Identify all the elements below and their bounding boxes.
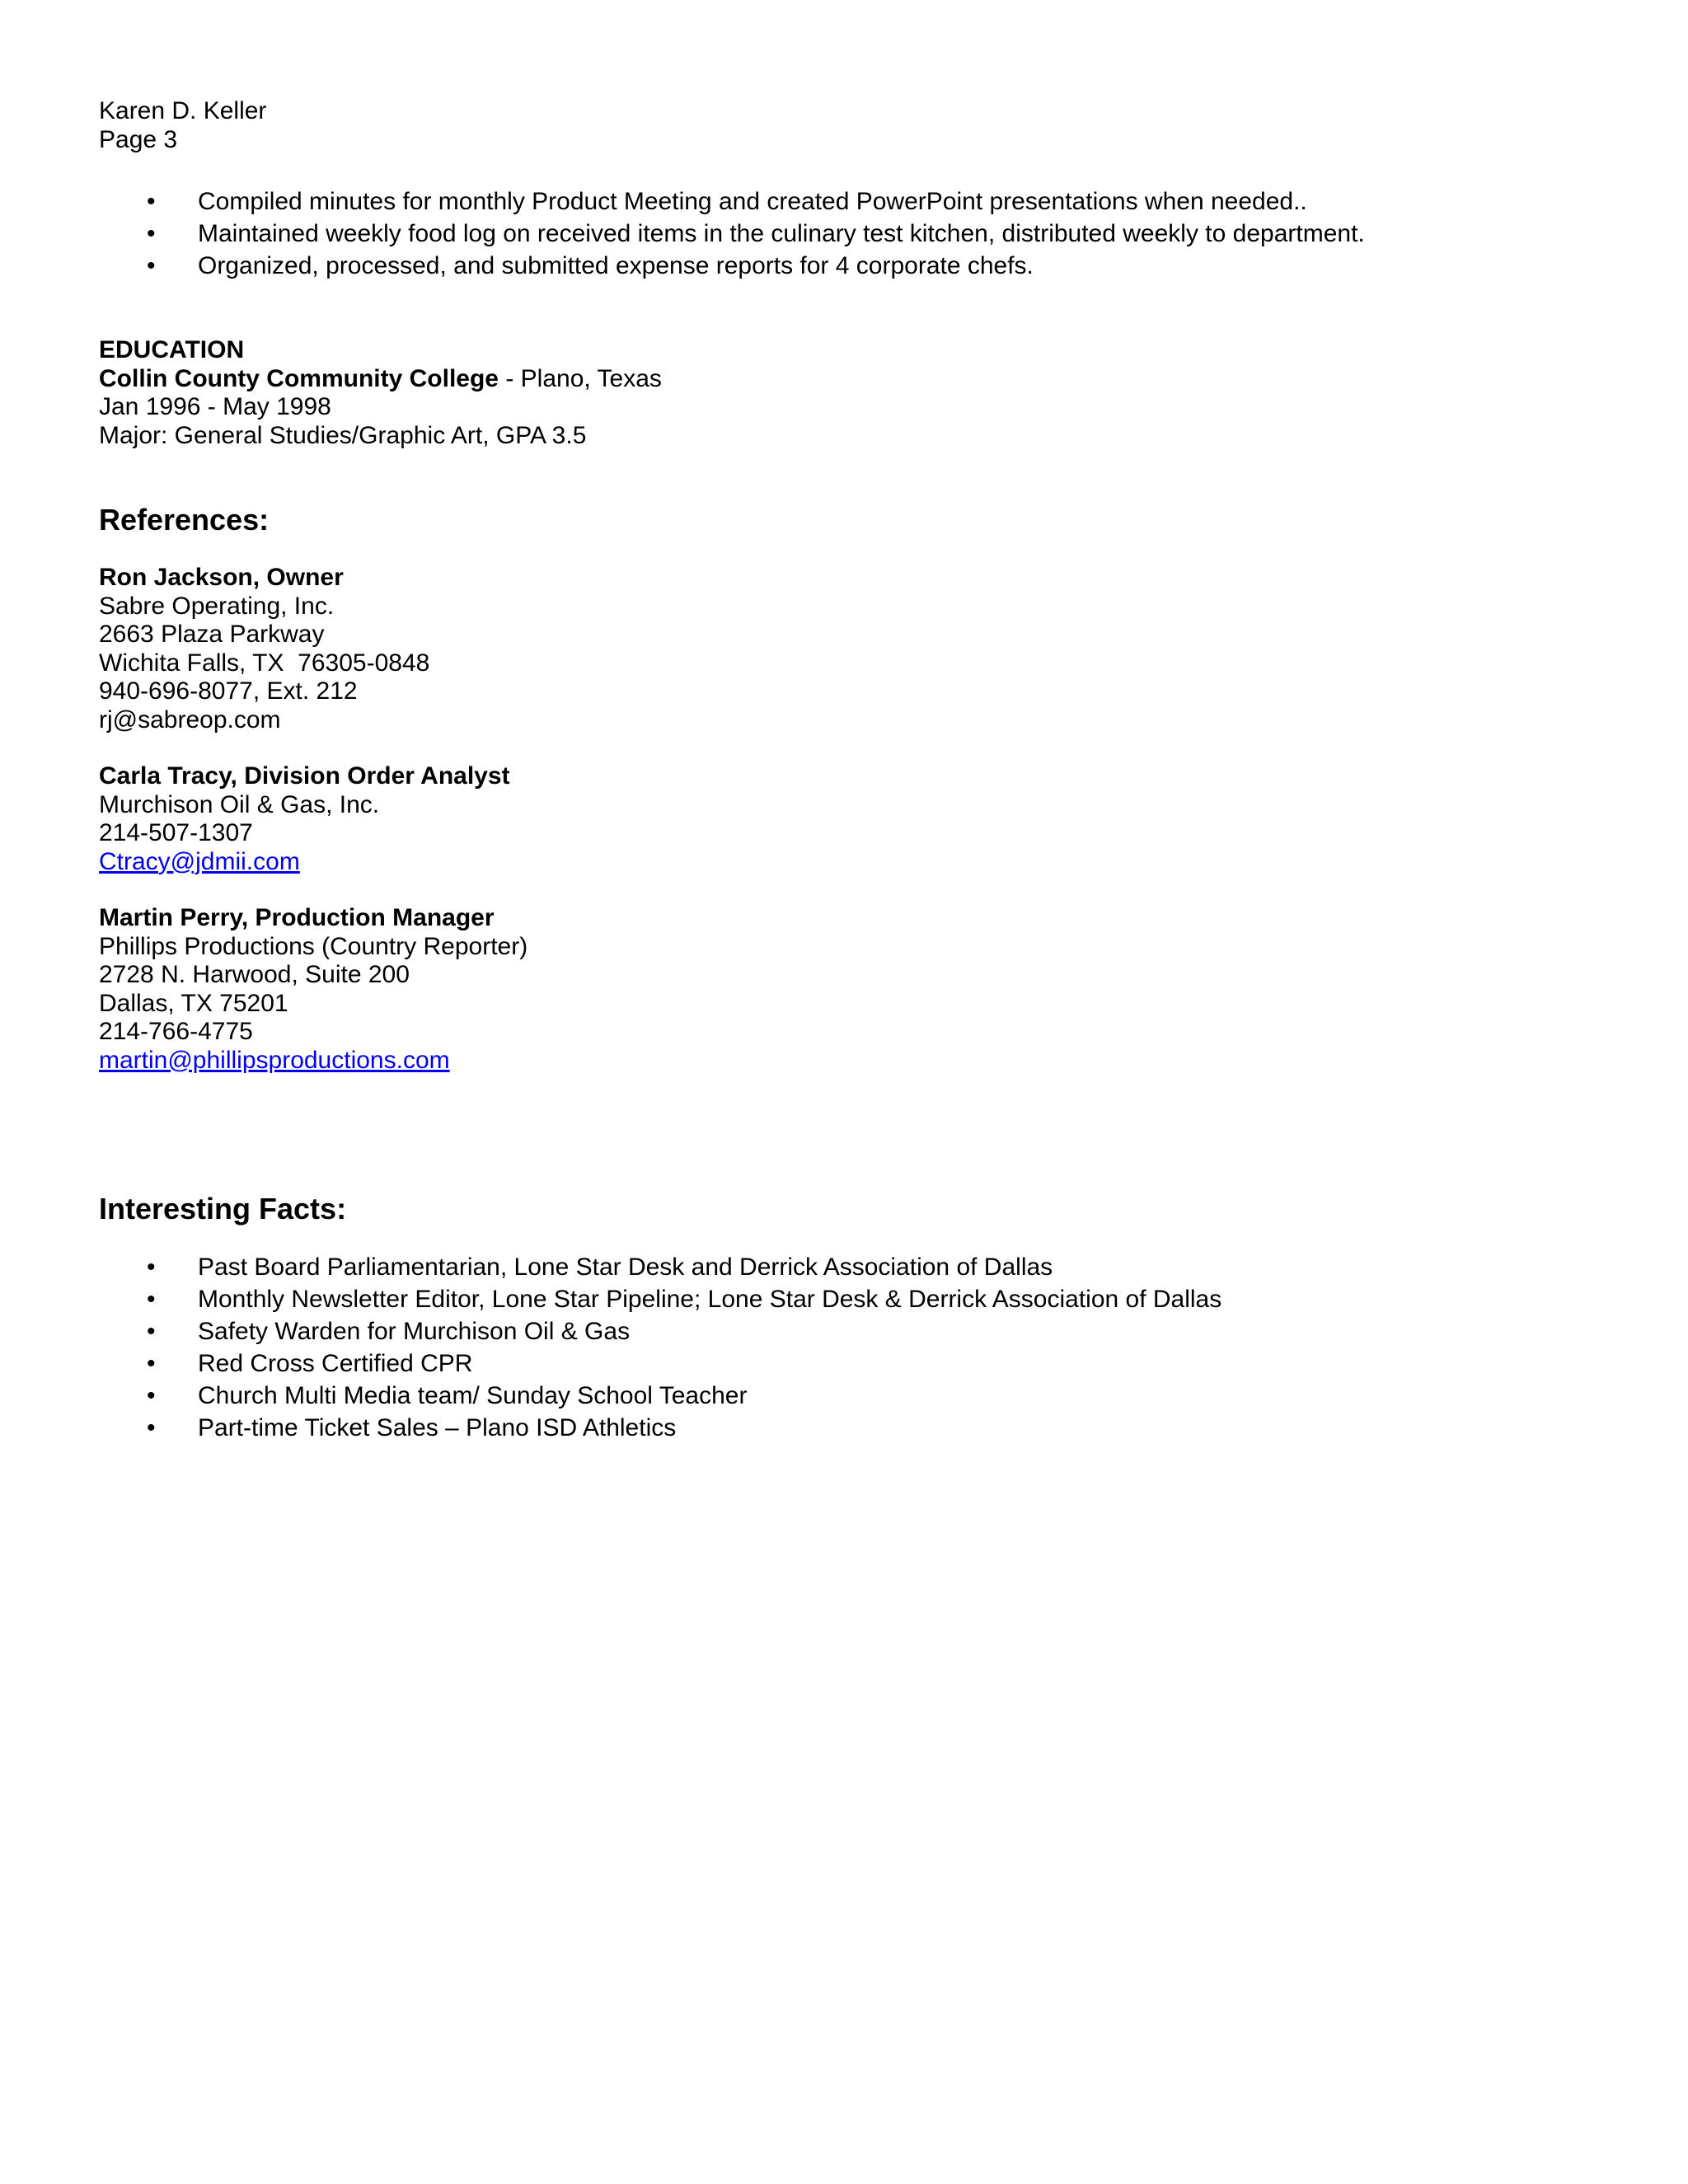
education-heading: EDUCATION [99,336,245,363]
fact-text: Red Cross Certified CPR [198,1350,473,1377]
fact-text: Safety Warden for Murchison Oil & Gas [198,1318,631,1345]
reference-phone: 214-766-4775 [99,1018,253,1045]
duty-text: Organized, processed, and submitted expense reports for 4 corporate chefs. [198,252,1034,279]
education-school-line [99,365,1582,394]
reference-company: Murchison Oil & Gas, Inc. [99,790,380,818]
reference-name: Ron Jackson, Owner [99,564,344,591]
facts-heading: Interesting Facts: [99,1192,347,1226]
bullet-icon: • [147,1318,156,1345]
reference-email: rj@sabreop.com [99,705,281,733]
page-header [99,97,1582,154]
list-item [99,1347,1582,1380]
header-page-number: Page 3 [99,125,178,153]
reference-company: Phillips Productions (Country Reporter) [99,932,528,960]
reference-city: Wichita Falls, TX 76305-0848 [99,649,430,677]
education-major: Major: General Studies/Graphic Art, GPA 3.5 [99,421,587,449]
duty-text: Compiled minutes for monthly Product Meeting and created PowerPoint presentations when needed.. [198,188,1307,215]
reference-entry [99,564,1582,734]
list-item [99,1412,1582,1444]
header-name: Karen D. Keller [99,97,267,124]
fact-text: Monthly Newsletter Editor, Lone Star Pipeline; Lone Star Desk & Derrick Association of Dallas [198,1286,1222,1313]
reference-phone: 940-696-8077, Ext. 212 [99,677,358,705]
bullet-icon: • [147,188,156,215]
reference-entry [99,904,1582,1075]
references-heading: References: [99,503,270,537]
fact-text: Church Multi Media team/ Sunday School Teacher [198,1382,748,1409]
reference-entry [99,762,1582,876]
duty-text: Maintained weekly food log on received items in the culinary test kitchen, distributed weekly to department. [198,220,1365,247]
facts-list [99,1251,1582,1444]
fact-text: Part-time Ticket Sales – Plano ISD Athletics [198,1414,677,1441]
reference-address: 2663 Plaza Parkway [99,621,325,648]
bullet-icon: • [147,1382,156,1409]
bullet-icon: • [147,1254,156,1281]
list-item [99,250,1582,282]
list-item [99,1380,1582,1412]
bullet-icon: • [147,252,156,279]
list-item [99,1251,1582,1283]
reference-address: 2728 N. Harwood, Suite 200 [99,961,410,988]
bullet-icon: • [147,1350,156,1377]
fact-text: Past Board Parliamentarian, Lone Star Desk and Derrick Association of Dallas [198,1254,1053,1281]
list-item [99,1315,1582,1347]
bullet-icon: • [147,220,156,247]
list-item [99,185,1582,218]
education-school: Collin County Community College [99,364,499,392]
list-item [99,1283,1582,1315]
references-section [99,503,1582,1075]
reference-name: Carla Tracy, Division Order Analyst [99,762,510,790]
reference-name: Martin Perry, Production Manager [99,904,495,931]
duties-list [99,185,1582,282]
facts-section [99,1192,1582,1444]
reference-phone: 214-507-1307 [99,819,253,846]
education-dates: Jan 1996 - May 1998 [99,393,331,420]
reference-email-link[interactable]: Ctracy@jdmii.com [99,847,300,875]
bullet-icon: • [147,1414,156,1441]
bullet-icon: • [147,1286,156,1313]
reference-email-link[interactable]: martin@phillipsproductions.com [99,1046,450,1074]
resume-page [99,97,1582,1444]
education-location: - Plano, Texas [499,364,662,392]
reference-company: Sabre Operating, Inc. [99,592,335,620]
list-item [99,218,1582,250]
education-section [99,336,1582,450]
reference-city: Dallas, TX 75201 [99,989,288,1017]
